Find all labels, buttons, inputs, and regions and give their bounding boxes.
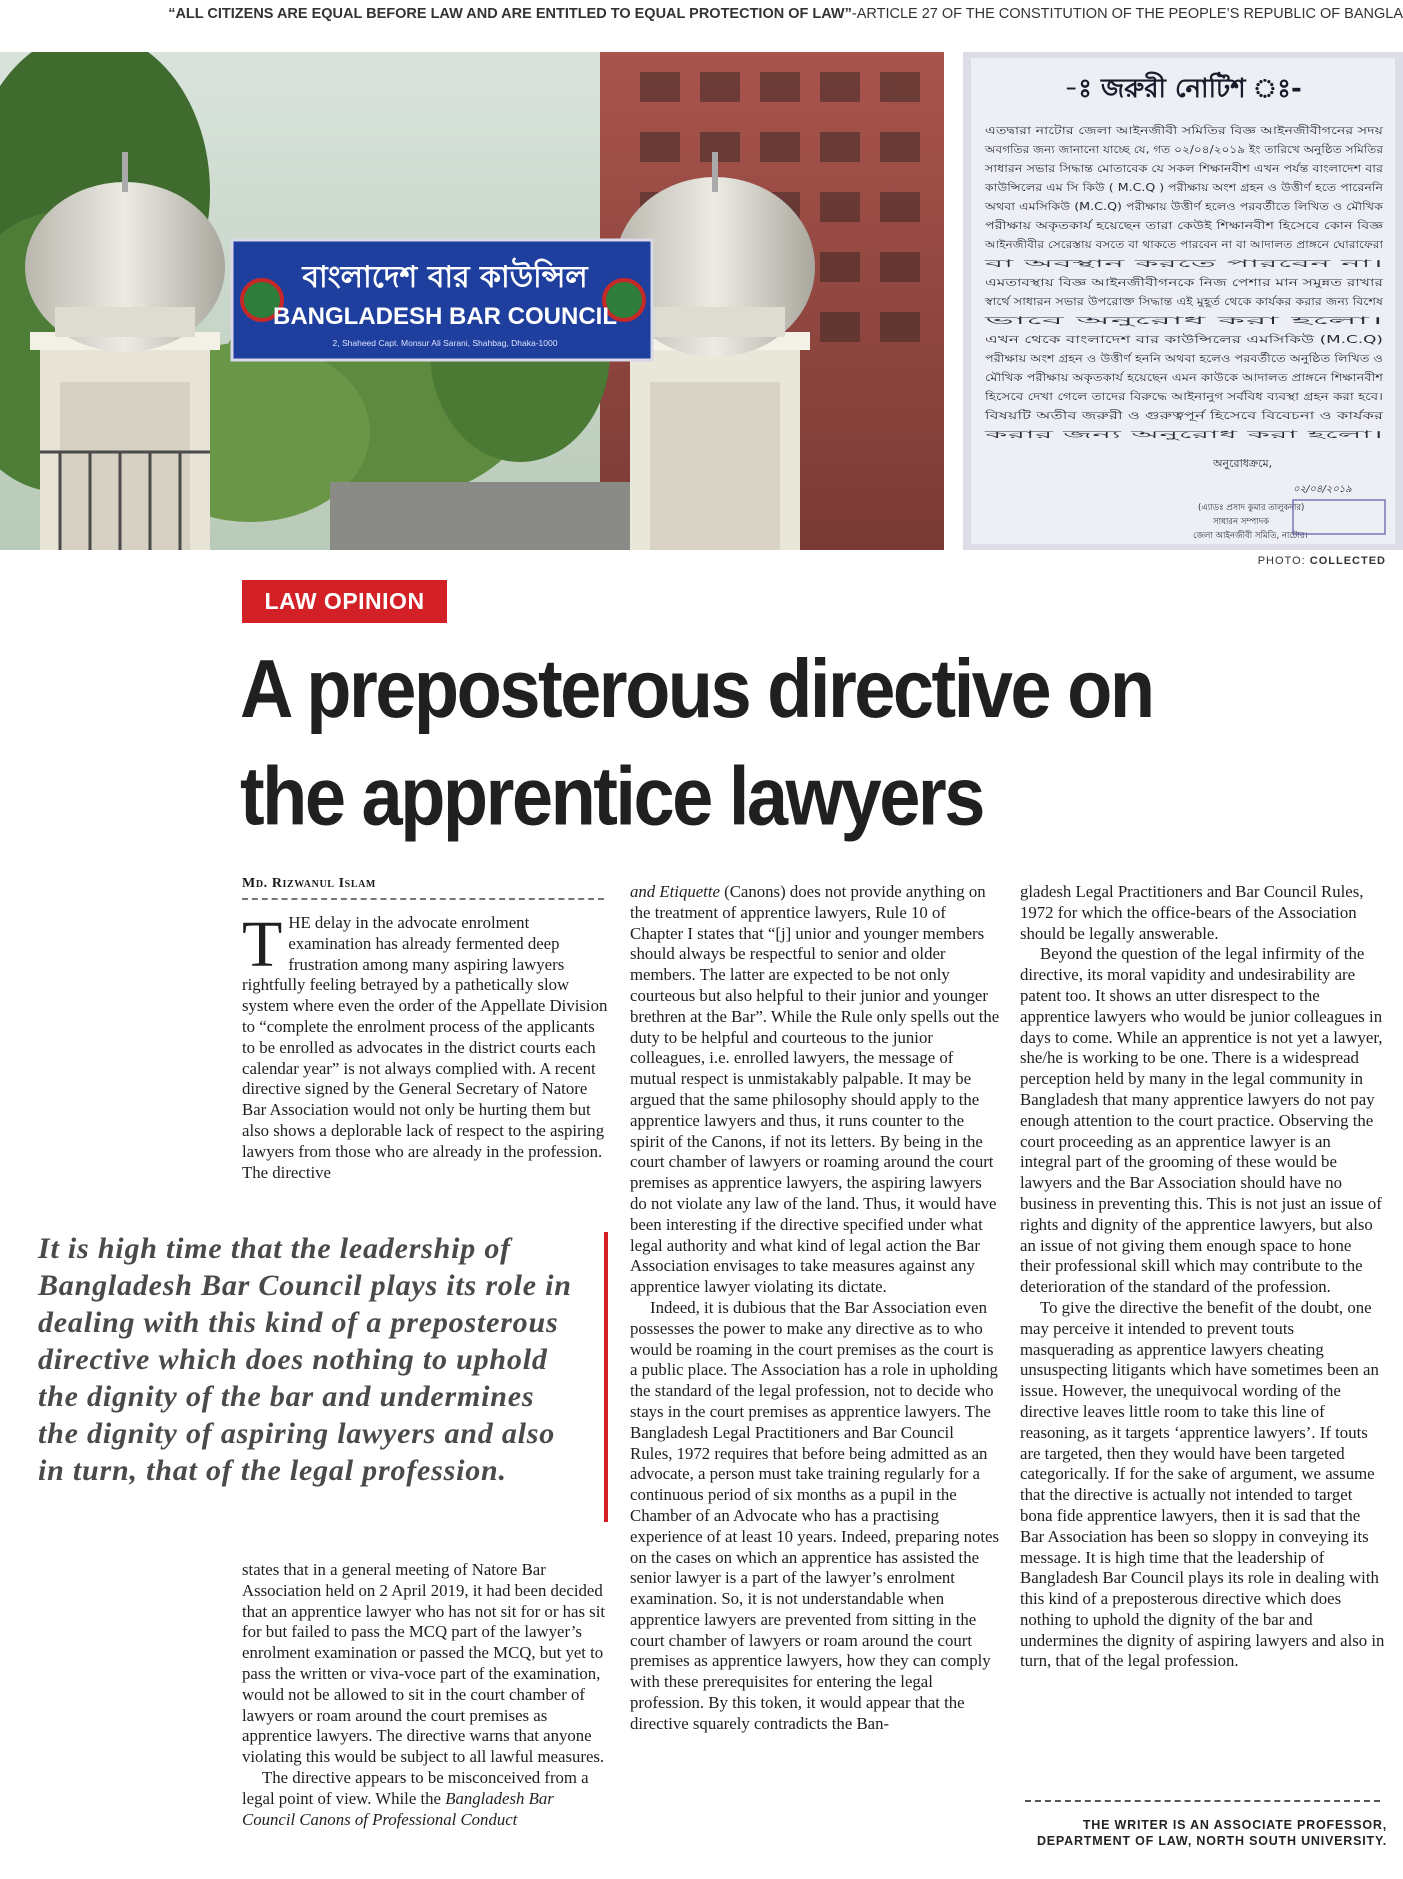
photo-credit-value: COLLECTED	[1309, 555, 1386, 567]
column-3	[1020, 882, 1386, 1672]
intro-paragraph: HE delay in the advocate enrolment examination has already fermented deep frustration among many aspiring lawyers rightfully feeling betrayed by a pathetically slow system where even the order of the Appellate Division to “complete the enrolment process of the applicants to be enrolled as advocates in the district courts each calendar year” is not always complied with. A recent directive signed by the General Secretary of Natore Bar Association would not only be hurting them but also shows a deplorable lack of respect to the aspiring lawyers from those who are already in the profession. The directive	[242, 913, 608, 1182]
notice-line: কাউন্সিলের এম সি কিউ ( M.C.Q ) পরীক্ষায় অংশ গ্রহন ও উত্তীর্ণ হতে পারেননি	[985, 182, 1321, 194]
notice-line: করার জন্য অনুরোধ করা হলো।	[981, 429, 1383, 441]
legal-view-paragraph	[242, 1768, 608, 1830]
directive-paragraph: states that in a general meeting of Natore Bar Association held on 2 April 2019, it had been decided that an apprentice lawyer who has not sit for or has sit for but failed to pass the MCQ part of the lawyer’s enrolment examination or passed the MCQ, but yet to pass the written or viva-voce part of the examination, would not be allowed to sit in the court chamber of lawyers or roam around the court premises as apprentice lawyers. The directive warns that anyone violating this would be subject to all lawful measures.	[242, 1560, 606, 1767]
notice-line: সাধারন সভার সিদ্ধান্ত মোতাবেক যে সকল শিক্ষানবীশ এখন পর্যন্ত বাংলাদেশ বার	[985, 163, 1317, 175]
rules-paragraph: gladesh Legal Practitioners and Bar Council Rules, 1972 for which the office-bears of the Association should be legally answerable.	[1020, 882, 1364, 943]
notice-line: এতদ্বারা নাটোর জেলা আইনজীবী সমিতির বিজ্ঞ আইনজীবীগনের সদয়	[985, 125, 1282, 137]
writer-divider	[1025, 1800, 1380, 1802]
section-tag: LAW OPINION	[242, 580, 447, 623]
conclusion-paragraph: To give the directive the benefit of the doubt, one may perceive it intended to prevent touts masquerading as apprentice lawyers cheating unsuspecting litigants which have sometimes been an issue. However, the unequivocal wording of the directive leaves little room to take this line of reasoning, as it targets ‘apprentice lawyers’. If touts are targeted, then they would have been targeted categorically. If for the sake of argument, we assume that the directive is actually not intended to target bona fide apprentice lawyers, then it is sad that the Bar Association has been so sloppy in conveying its message. It is high time that the leadership of Bangladesh Bar Council plays its role in dealing with this kind of a preposterous directive which does nothing to uphold the dignity of the bar and undermines the dignity of aspiring lawyers and also in turn, that of the legal profession.	[1020, 1297, 1385, 1671]
notice-closing: অনুরোধক্রমে,	[1213, 457, 1273, 470]
author-byline	[242, 876, 604, 900]
photo-credit-label: PHOTO:	[1257, 555, 1306, 567]
constitution-source: -ARTICLE 27 OF THE CONSTITUTION OF THE PEOPLE’S REPUBLIC OF BANGLA	[851, 6, 1403, 22]
pull-quote-rule	[604, 1232, 608, 1522]
notice-line: পরীক্ষায় অংশ গ্রহন ও উত্তীর্ণ হননি অথবা হলেও পরবর্তীতে অনুষ্ঠিত লিখিত ও	[985, 353, 1313, 365]
notice-line: ভাবে অনুরোধ করা হলো।	[981, 315, 1383, 327]
sign-address-text: 2, Shaheed Capt. Monsur Ali Sarani, Shahbag, Dhaka-1000	[332, 338, 558, 348]
notice-line: পরীক্ষায় অকৃতকার্য হয়েছেন তারা কেউই শিক্ষানবীশ হিসেবে কোন বিজ্ঞ	[985, 220, 1279, 232]
column-1-bottom	[242, 1560, 608, 1830]
notice-line: বিষয়টি অতীব জরুরী ও গুরুত্বপূর্ন হিসেবে বিবেচনা ও কার্যকর	[985, 410, 1243, 422]
notice-line: মৌখিক পরীক্ষায় অকৃতকার্য হয়েছেন এমন কাউকে আদালত প্রাঙ্গনে শিক্ষানবীশ	[985, 372, 1310, 384]
canons-paragraph	[630, 882, 1000, 1298]
notice-signatory-org: জেলা আইনজীবী সমিতি, নাটোর।	[1193, 531, 1308, 541]
notice-signatory-name: (এ্যাডঃ প্রসাদ কুমার তালুকদার)	[1198, 503, 1305, 513]
dubious-power-paragraph: Indeed, it is dubious that the Bar Association even possesses the power to make any directive as to who would be roaming in the court premises as the court is a public place. The Association has a role in upholding the standard of the legal profession, not to decide who stays in the court premises as apprentice lawyers. The Bangladesh Legal Practitioners and Bar Council Rules, 1972 requires that before being admitted as an advocate, a person must take training regularly for a continuous period of six months as a pupil in the Chamber of an Advocate who has a practising experience of at least 10 years. Indeed, preparing notes on the cases on which an apprentice has assisted the senior lawyer is a part of the lawyer’s enrolment examination. So, it is not understandable when apprentice lawyers are prevented from sitting in the court chamber of lawyers or roam around the court premises as apprentice lawyers, how they can comply with these prerequisites for entering the legal profession. By this token, it would appear that the directive squarely contradicts the Ban-	[630, 1297, 1000, 1733]
article-headline: A preposterous directive on the apprentice lawyers	[240, 641, 1153, 843]
notice-line: বা অবস্থান করতে পারবেন না।	[981, 258, 1383, 270]
notice-signatory-role: সাধারন সম্পাদক	[1213, 517, 1270, 527]
photo-credit	[1160, 555, 1386, 567]
author-name: Md. Rizwanul Islam	[242, 876, 376, 891]
notice-signature-date: ০২/০৪/২০১৯	[1293, 484, 1352, 495]
column-2	[630, 882, 1000, 1735]
writer-note: THE WRITER IS AN ASSOCIATE PROFESSOR, DEPARTMENT OF LAW, NORTH SOUTH UNIVERSITY.	[1036, 1818, 1387, 1848]
canons-title: Bangladesh Bar Council Canons of Professional Conduct	[242, 1788, 554, 1829]
column-1-top	[242, 908, 608, 1183]
pull-quote: It is high time that the leadership of Bangladesh Bar Council plays its role in dealing with this kind of a preposterous directive which does nothing to uphold the dignity of the bar and undermines the dignity of aspiring lawyers and also in turn, that of the legal profession.	[38, 1232, 572, 1487]
drop-cap: T	[242, 908, 283, 981]
legal-view-text: The directive appears to be misconceived from a legal point of view. While the	[242, 1767, 589, 1808]
notice-line: অথবা এমসিকিউ (M.C.Q) পরীক্ষায় উত্তীর্ণ হলেও পরবর্তীতে লিখিত ও মৌখিক	[985, 201, 1317, 213]
constitution-quote: “ALL CITIZENS ARE EQUAL BEFORE LAW AND ARE ENTITLED TO EQUAL PROTECTION OF LAW”	[168, 6, 852, 22]
notice-photo	[963, 52, 1403, 550]
notice-body	[981, 124, 1385, 441]
notice-line: এখন থেকে বাংলাদেশ বার কাউন্সিলের এমসিকিউ (M.C.Q)	[985, 334, 1236, 346]
gate-illustration	[0, 52, 944, 550]
notice-line: হিসেবে দেখা গেলে তাদের বিরুদ্ধে আইনানুগ সর্ববিধ ব্যবস্থা গ্রহন করা হবে।	[985, 391, 1297, 403]
notice-line: স্বার্থে সাধারন সভার উপরোক্ত সিদ্ধান্ত এই মুহূর্ত থেকে কার্যকর করার জন্য বিশেষ	[985, 296, 1317, 308]
notice-title: -ঃ জরুরী নোটিশ ঃ-	[1064, 74, 1302, 104]
canons-text: (Canons) does not provide anything on the treatment of apprentice lawyers, Rule 10 of Chapter I states that “[j] unior and younger members should always be respectful to senior and older members. The latter are expected to be not only courteous but also helpful to their junior and younger brethren at the Bar”. While the Rule only spells out the duty to be helpful and courteous to the junior colleagues, i.e. enrolled lawyers, the message of mutual respect is unmistakably palpable. It may be argued that the same philosophy should apply to the apprentice lawyers and thus, it runs counter to the spirit of the Canons, if not its letters. By being in the court chamber of lawyers or roaming around the court premises as apprentice lawyers, the aspiring lawyers do not violate any law of the land. Thus, it would have been interesting if the directive specified under what legal authority and what kind of legal action the Bar Association envisages to take measures against any apprentice lawyer violating its dictate.	[630, 882, 1000, 1297]
bar-council-gate-photo	[0, 52, 944, 550]
notice-line: আইনজীবীর সেরেস্তায় বসতে বা থাকতে পারবেন না বা আদালত প্রাঙ্গনে ঘোরাফেরা	[985, 239, 1333, 251]
notice-line: এমতাবস্থায় বিজ্ঞ আইনজীবীগনকে নিজ পেশার মান সমুন্নত রাখার	[985, 277, 1258, 289]
sign-english-text: BANGLADESH BAR COUNCIL	[273, 303, 617, 330]
notice-illustration	[963, 52, 1403, 550]
moral-paragraph: Beyond the question of the legal infirmity of the directive, its moral vapidity and undesirability are patent too. It shows an utter disrespect to the apprentice lawyers who would be junior colleagues in days to come. While an apprentice is not yet a lawyer, she/he is working to be one. There is a widespread perception held by many in the legal community in Bangladesh that many apprentice lawyers do not pay enough attention to the court practice. Observing the court proceeding as an apprentice lawyer is an integral part of the grooming of these would be lawyers and the Bar Association should have no business in preventing this. This is not just an issue of rights and dignity of the apprentice lawyers, but also an issue of not giving them enough space to hone their professional skill which may contribute to the deterioration of the standard of the profession.	[1020, 944, 1383, 1297]
masthead-quote	[0, 6, 1403, 28]
notice-line: অবগতির জন্য জানানো যাচ্ছে যে, গত ০২/০৪/২০১৯ ইং তারিখে অনুষ্ঠিত সমিতির	[985, 144, 1334, 156]
sign-bangla-text: বাংলাদেশ বার কাউন্সিল	[302, 260, 588, 295]
canons-title-cont: and Etiquette	[630, 882, 720, 901]
